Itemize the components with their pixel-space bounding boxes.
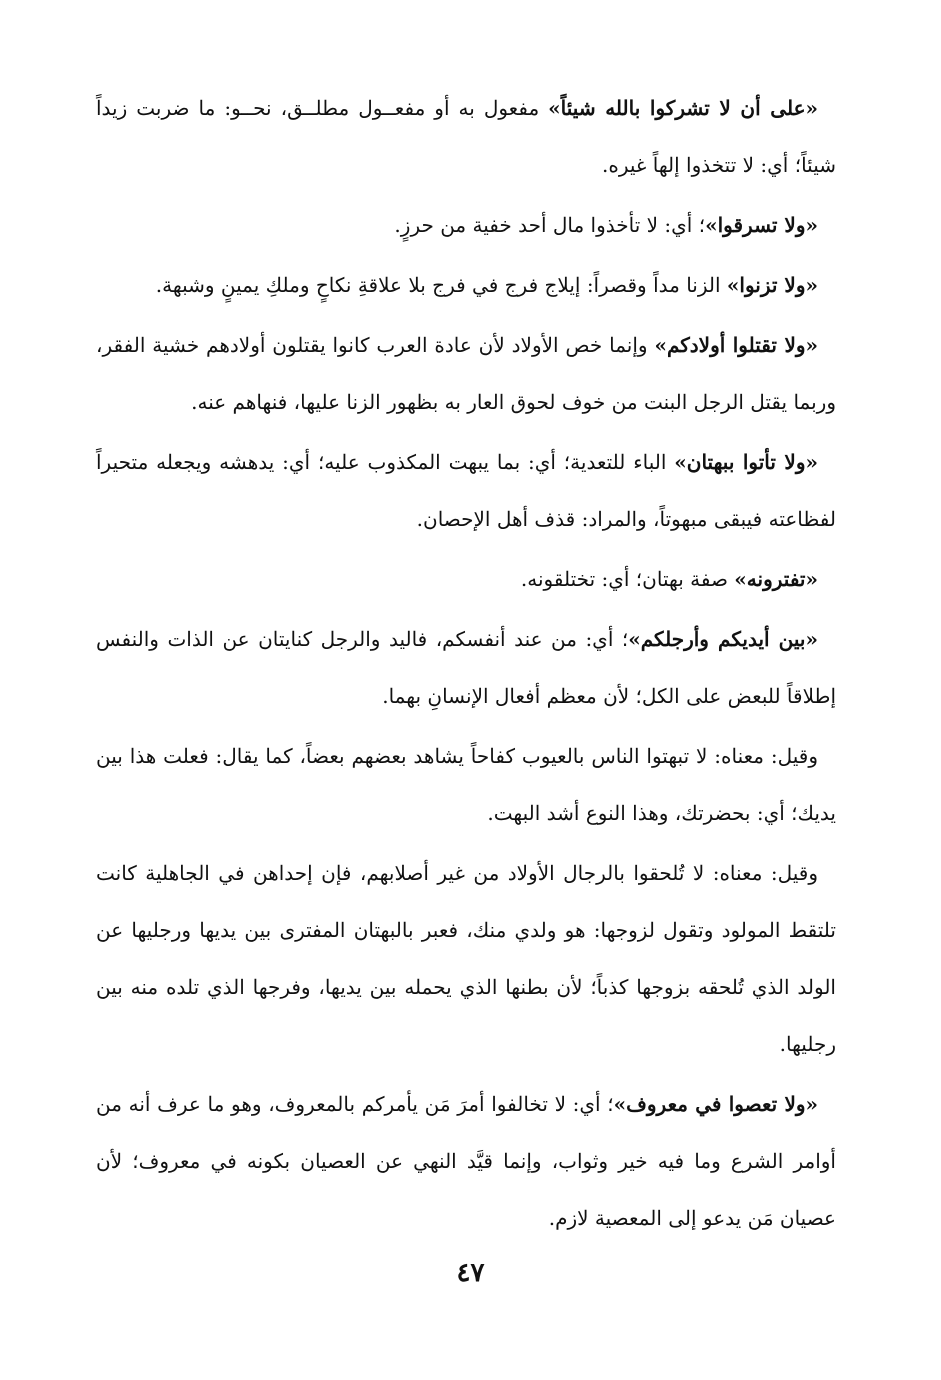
- page-number: ٤٧: [456, 1258, 485, 1288]
- quoted-term: «تفترونه»: [734, 567, 818, 591]
- quoted-term: «ولا تقتلوا أولادكم»: [654, 333, 819, 357]
- paragraph-7: [96, 611, 836, 725]
- quoted-term: «ولا تزنوا»: [726, 273, 818, 297]
- paragraph-6: [96, 551, 836, 608]
- paragraph-9: [96, 845, 836, 1073]
- quoted-term: «ولا تأتوا ببهتان»: [674, 450, 818, 474]
- quoted-term: «على أن لا تشركوا بالله شيئاً»: [548, 96, 818, 120]
- explanation: الباء للتعدية؛ أي: بما يبهت المكذوب عليه؛ أي: يدهشه ويجعله متحيراً لفظاعته فيبقى مبهوتاً، والمراد: قذف أهل الإحصان.: [96, 450, 836, 531]
- explanation: الزنا مداً وقصراً: إيلاج فرج في فرج بلا علاقةِ نكاحٍ وملكِ يمينٍ وشبهة.: [155, 273, 727, 297]
- explanation: ؛ أي: لا تأخذوا مال أحد خفية من حرزٍ.: [394, 213, 706, 237]
- quoted-term: «ولا تسرقوا»: [705, 213, 818, 237]
- paragraph-1: [96, 80, 836, 194]
- explanation: وقيل: معناه: لا تُلحقوا بالرجال الأولاد من غير أصلابهم، فإن إحداهن في الجاهلية كانت تلتقط المولود وتقول لزوجها: هو ولدي منك، فعبر بالبهتان المفترى بين يديها ورجليها عن الولد الذي تُلحقه بزوجها كذباً؛ لأن بطنها الذي يحمله بين يديها، وفرجها الذي تلده منه بين رجليها.: [96, 861, 836, 1056]
- explanation: صفة بهتان؛ أي: تختلقونه.: [520, 567, 735, 591]
- main-text: [96, 80, 836, 1250]
- quoted-term: «بين أيديكم وأرجلكم»: [628, 627, 818, 651]
- paragraph-2: [96, 197, 836, 254]
- quoted-term: «ولا تعصوا في معروف»: [613, 1092, 819, 1116]
- paragraph-8: [96, 728, 836, 842]
- explanation: ؛ أي: لا تخالفوا أمرَ مَن يأمركم بالمعروف، وهو ما عرف أنه من أوامر الشرع وما فيه خير وثواب، وإنما قيَّد النهي عن العصيان بكونه في معروف؛ لأن عصيان مَن يدعو إلى المعصية لازم.: [96, 1092, 836, 1230]
- explanation: ؛ أي: من عند أنفسكم، فاليد والرجل كنايتان عن الذات والنفس إطلاقاً للبعض على الكل؛ لأن معظم أفعال الإنسانِ بهما.: [96, 627, 836, 708]
- paragraph-4: [96, 317, 836, 431]
- paragraph-5: [96, 434, 836, 548]
- explanation: وإنما خص الأولاد لأن عادة العرب كانوا يقتلون أولادهم خشية الفقر، وربما يقتل الرجل البنت من خوف لحوق العار به بظهور الزنا عليها، فنهاهم عنه.: [96, 333, 836, 414]
- explanation: مفعول به أو مفعــول مطلــق، نحــو: ما ضربت زيداً شيئاً؛ أي: لا تتخذوا إلهاً غيره.: [96, 96, 836, 177]
- paragraph-10: [96, 1076, 836, 1247]
- paragraph-3: [96, 257, 836, 314]
- explanation: وقيل: معناه: لا تبهتوا الناس بالعيوب كفاحاً يشاهد بعضهم بعضاً، كما يقال: فعلت هذا بين يديك؛ أي: بحضرتك، وهذا النوع أشد البهت.: [96, 744, 836, 825]
